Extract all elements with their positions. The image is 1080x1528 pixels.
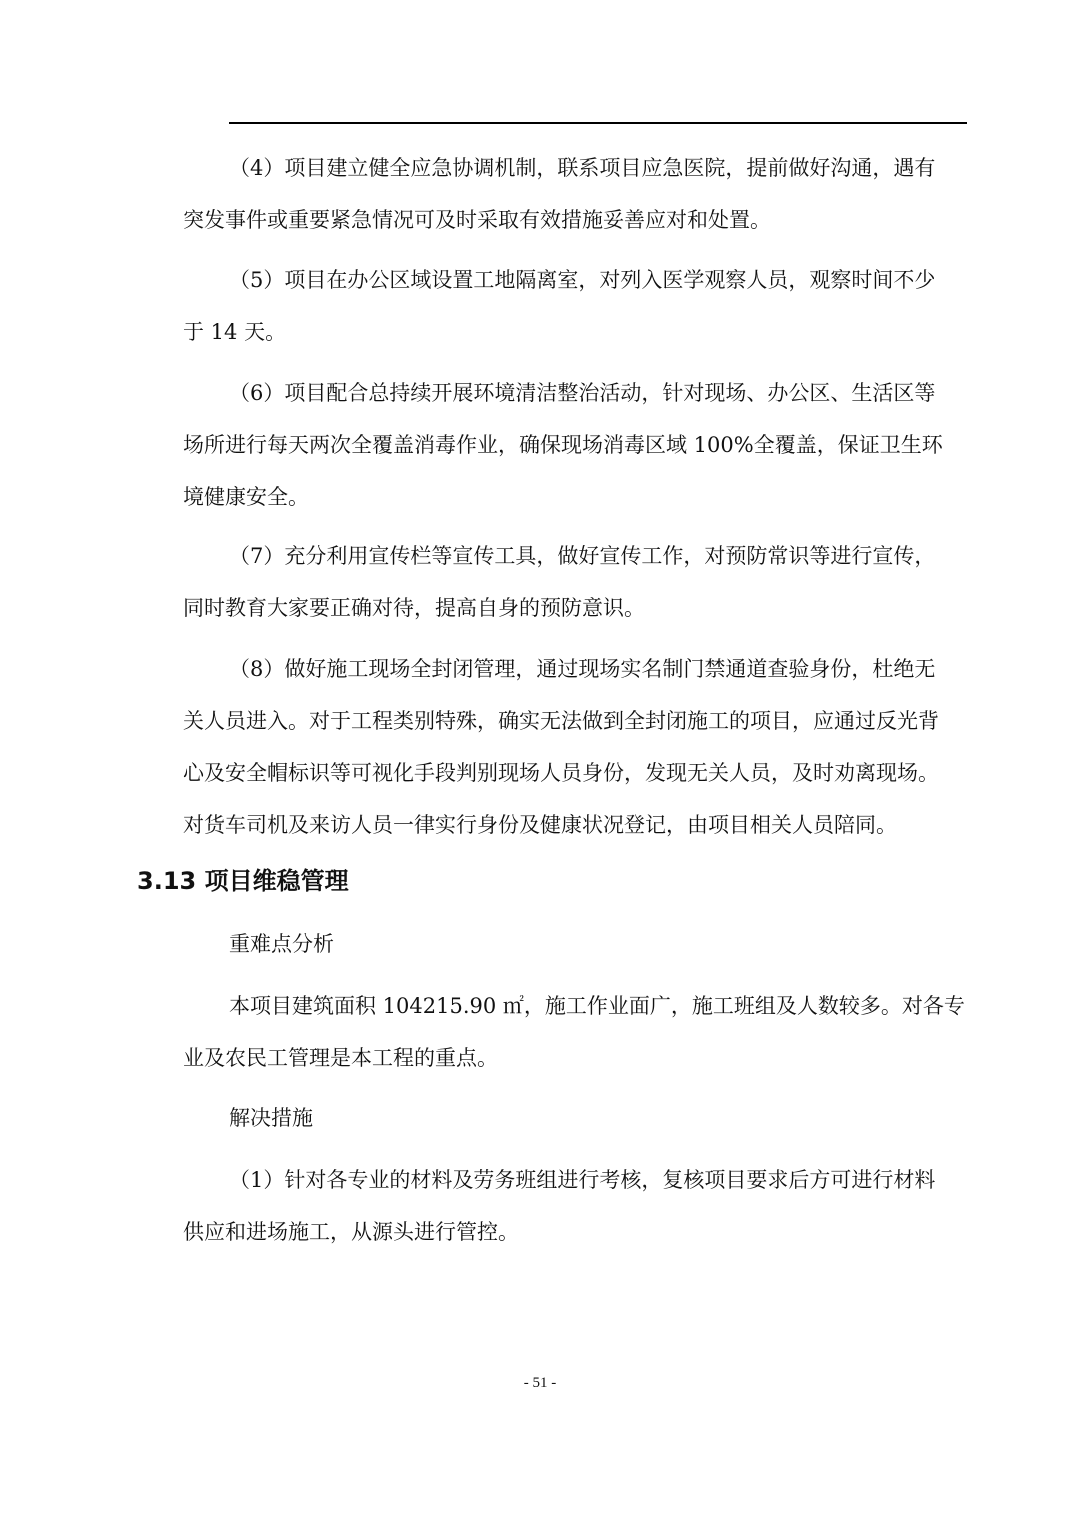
text-line: （1）针对各专业的材料及劳务班组进行考核，复核项目要求后方可进行材料	[229, 1168, 936, 1192]
subheading-measures: 解决措施	[229, 1106, 313, 1130]
paragraph-4	[183, 142, 969, 246]
text-line: 关人员进入。对于工程类别特殊，确实无法做到全封闭施工的项目，应通过反光背	[183, 709, 939, 733]
section-heading: 3.13 项目维稳管理	[137, 867, 349, 895]
text-line: 场所进行每天两次全覆盖消毒作业，确保现场消毒区域 100%全覆盖，保证卫生环	[183, 433, 943, 457]
text-line: （6）项目配合总持续开展环境清洁整治活动，针对现场、办公区、生活区等	[229, 381, 936, 405]
subheading-analysis: 重难点分析	[229, 932, 334, 956]
text-line: （7）充分利用宣传栏等宣传工具，做好宣传工作，对预防常识等进行宣传，	[229, 544, 936, 568]
text-line: 于 14 天。	[183, 320, 287, 344]
header-rule	[229, 122, 967, 124]
text-line: （5）项目在办公区域设置工地隔离室，对列入医学观察人员，观察时间不少	[229, 268, 936, 292]
paragraph-8	[183, 643, 969, 851]
analysis-paragraph	[183, 980, 969, 1084]
text-line: 境健康安全。	[183, 485, 309, 509]
paragraph-5	[183, 254, 969, 358]
text-line: 业及农民工管理是本工程的重点。	[183, 1046, 498, 1070]
text-line: 突发事件或重要紧急情况可及时采取有效措施妥善应对和处置。	[183, 208, 771, 232]
text-line: 对货车司机及来访人员一律实行身份及健康状况登记，由项目相关人员陪同。	[183, 813, 897, 837]
text-line: 同时教育大家要正确对待，提高自身的预防意识。	[183, 596, 645, 620]
text-line: 心及安全帽标识等可视化手段判别现场人员身份，发现无关人员，及时劝离现场。	[183, 761, 939, 785]
text-line: （4）项目建立健全应急协调机制，联系项目应急医院，提前做好沟通，遇有	[229, 156, 936, 180]
paragraph-7	[183, 530, 969, 634]
measure-paragraph	[183, 1154, 969, 1258]
paragraph-6	[183, 367, 969, 523]
text-line: 供应和进场施工，从源头进行管控。	[183, 1220, 519, 1244]
text-line: （8）做好施工现场全封闭管理，通过现场实名制门禁通道查验身份，杜绝无	[229, 657, 936, 681]
page-number: - 51 -	[523, 1375, 557, 1391]
text-line: 本项目建筑面积 104215.90 ㎡，施工作业面广，施工班组及人数较多。对各专	[229, 994, 965, 1018]
